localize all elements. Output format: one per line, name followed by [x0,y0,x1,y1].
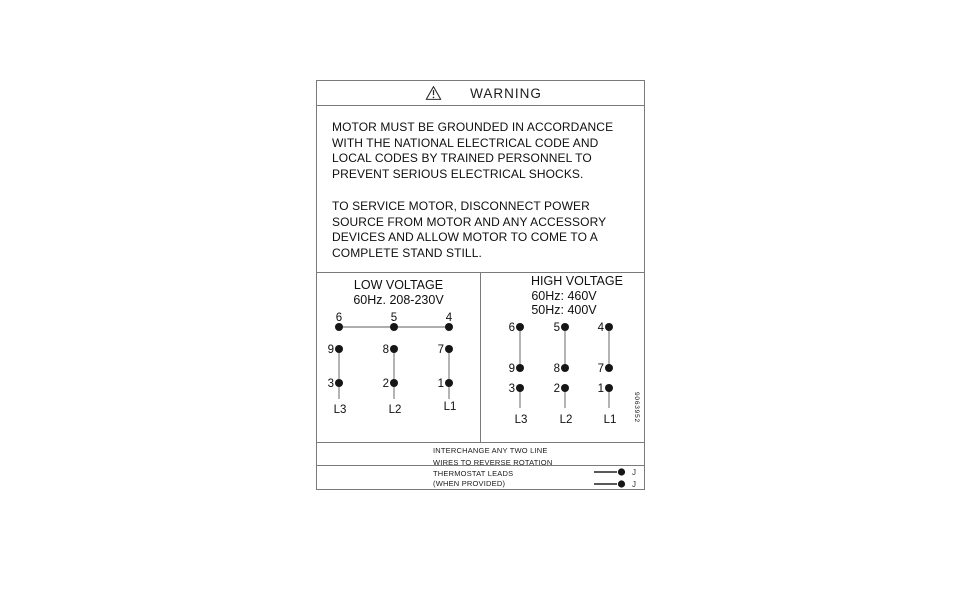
motor-warning-label [316,80,645,490]
terminal-number: 1 [437,378,444,390]
terminal-dot-3 [516,384,524,392]
terminal-number: 4 [597,322,604,334]
thermostat-leads-line2: (WHEN PROVIDED) [433,479,506,488]
terminal-number: 9 [327,344,334,356]
terminal-number: 6 [335,312,343,324]
body-text-line: PREVENT SERIOUS ELECTRICAL SHOCKS. [332,166,584,181]
terminal-dot-7 [605,364,613,372]
terminal-number: 3 [327,378,334,390]
thermostat-lead-1 [593,466,651,478]
terminal-dot-5 [561,323,569,331]
body-text-line: SOURCE FROM MOTOR AND ANY ACCESSORY [332,214,607,229]
body-text-line: TO SERVICE MOTOR, DISCONNECT POWER [332,199,590,213]
terminal-number: 9 [508,363,515,375]
warning-header [317,81,644,106]
thermostat-leads-line1: THERMOSTAT LEADS [433,469,514,478]
lead-label-j: J [632,468,636,477]
terminal-dot-8 [561,364,569,372]
terminal-number: 6 [508,322,515,334]
grounding-warning-paragraph [332,120,613,182]
terminal-dot-2 [561,384,569,392]
terminal-number: 1 [597,383,604,395]
terminal-number: 2 [553,383,560,395]
rotation-note-line2: WIRES TO REVERSE ROTATION [433,458,553,467]
warning-triangle-icon [425,85,442,101]
low-voltage-title: LOW VOLTAGE [353,278,444,292]
line-label-l1: L1 [603,414,617,426]
terminal-dot-3 [335,379,343,387]
line-label-l1: L1 [443,401,457,413]
lead-label-j: J [632,480,636,489]
thermostat-leads-row [317,465,644,491]
terminal-dot-1 [605,384,613,392]
terminal-dot-2 [390,379,398,387]
terminal-number: 4 [445,312,453,324]
wiring-diagrams-section [317,272,644,442]
warning-title: WARNING [470,85,542,101]
line-label-l3: L3 [514,414,528,426]
terminal-dot-1 [445,379,453,387]
terminal-number: 5 [390,312,398,324]
lead-dot [618,468,625,475]
terminal-number: 7 [437,344,444,356]
rotation-note-line1: INTERCHANGE ANY TWO LINE [433,446,548,455]
body-text-line: WITH THE NATIONAL ELECTRICAL CODE AND [332,135,599,150]
service-warning-paragraph [332,199,606,261]
thermostat-lead-2 [593,478,651,490]
high-voltage-title: HIGH VOLTAGE [531,274,623,288]
terminal-number: 3 [508,383,515,395]
terminal-number: 8 [382,344,389,356]
terminal-dot-7 [445,345,453,353]
line-label-l3: L3 [333,404,347,416]
high-voltage-subtitle-50hz: 50Hz: 400V [531,303,597,317]
high-voltage-panel [482,273,646,443]
high-voltage-subtitle-60hz: 60Hz: 460V [531,289,597,303]
lead-dot [618,480,625,487]
terminal-dot-4 [605,323,613,331]
terminal-dot-5 [390,323,398,331]
terminal-dot-8 [390,345,398,353]
body-text-line: COMPLETE STAND STILL. [332,245,482,260]
line-label-l2: L2 [388,404,402,416]
terminal-number: 7 [597,363,604,375]
low-voltage-wiring-diagram [317,273,481,443]
high-voltage-wiring-diagram [482,273,646,443]
rotation-note-row [317,442,644,465]
terminal-dot-9 [335,345,343,353]
body-text-line: LOCAL CODES BY TRAINED PERSONNEL TO [332,151,592,166]
terminal-dot-6 [516,323,524,331]
line-label-l2: L2 [559,414,573,426]
terminal-dot-4 [445,323,453,331]
low-voltage-panel [317,273,481,443]
terminal-dot-6 [335,323,343,331]
part-number-vertical: 9063952 [633,392,640,423]
terminal-dot-9 [516,364,524,372]
terminal-number: 8 [553,363,560,375]
low-voltage-subtitle: 60Hz. 208-230V [353,293,444,307]
terminal-number: 2 [382,378,389,390]
body-text-line: MOTOR MUST BE GROUNDED IN ACCORDANCE [332,120,614,134]
terminal-number: 5 [553,322,560,334]
body-text-line: DEVICES AND ALLOW MOTOR TO COME TO A [332,230,598,245]
